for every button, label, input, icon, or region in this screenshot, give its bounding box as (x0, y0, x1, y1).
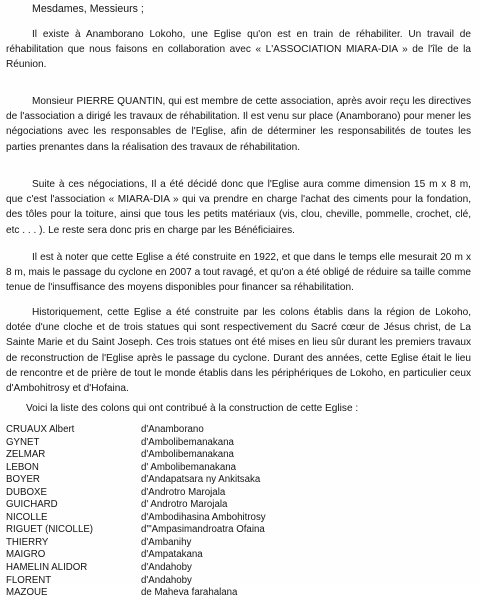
colon-name: FLORENT (6, 574, 52, 586)
colon-name: MAIGRO (6, 549, 46, 561)
list-item (6, 575, 476, 588)
colon-place: de Maheva farahalana (141, 587, 238, 599)
list-item (6, 462, 476, 475)
colon-name: HAMELIN ALIDOR (6, 562, 88, 574)
colon-name: THIERRY (6, 536, 49, 548)
salutation: Mesdames, Messieurs ; (32, 3, 144, 15)
colon-name: LEBON (6, 461, 39, 473)
colon-place: d'Andapatsara ny Ankitsaka (141, 474, 261, 486)
list-item (6, 487, 476, 500)
list-item (6, 524, 476, 537)
colon-name: RIGUET (NICOLLE) (6, 524, 94, 536)
list-item (6, 449, 476, 462)
list-item (6, 537, 476, 550)
colon-place: d'Andahoby (141, 562, 192, 574)
list-item (6, 587, 476, 600)
list-item (6, 499, 476, 512)
colon-place: d' Ambolibemanakana (141, 461, 237, 473)
colon-name: DUBOXE (6, 486, 47, 498)
colon-name: ZELMAR (6, 449, 46, 461)
paragraph-construction-1922: Il est à noter que cette Eglise a été construite en 1922, et que dans le temps elle mesurait 20 m x 8 m, mais le passage du cyclone en 2007 a tout ravagé, et qu'on a été obligé de réduire sa taille comme tenue de l'insuffisance des moyens disponibles pour financer sa réhabilitation. (6, 252, 471, 294)
list-item (6, 512, 476, 525)
paragraph-pierre-quantin: Monsieur PIERRE QUANTIN, qui est membre de cette association, après avoir reçu les directives de l'association a dirigé les travaux de réhabilitation. Il est venu sur place (Anamborano) pour mener les négociations avec les responsables de l'Eglise, afin de déterminer les responsabilités de toutes les parties prenantes dans la réalisation des travaux de réhabilitation. (6, 96, 471, 153)
colons-list (6, 424, 476, 600)
colons-list-intro: Voici la liste des colons qui ont contribué à la construction de cette Eglise : (26, 403, 359, 414)
colon-place: d'Ambolibemanakana (141, 436, 234, 448)
paragraph-history: Historiquement, cette Eglise a été construite par les colons établis dans la région de Lokoho, dotée d'une cloche et de trois statues qui sont respectivement du Sacré cœur de Jésus christ, de La Sainte Marie et du Saint Joseph. Ces trois statues ont été mises en lieu sûr durant les premiers travaux de reconstruction de l'Eglise après le passage du cyclone. Durant des années, cette Eglise était le lieu de rencontre et de prière de tout le monde établis dans les périphériques de Lokoho, en particulier ceux d'Ambohitrosy et d'Hofaina. (6, 307, 471, 395)
colon-name: MAZOUE (6, 587, 48, 599)
colon-name: GYNET (6, 436, 40, 448)
colon-place: d' Androtro Marojala (141, 499, 228, 511)
list-item (6, 549, 476, 562)
colon-place: d'Andahoby (141, 574, 192, 586)
colon-place: d'Anamborano (141, 424, 204, 435)
list-item (6, 562, 476, 575)
list-item (6, 474, 476, 487)
list-item (6, 437, 476, 450)
colon-place: d'Ambodihasina Ambohitrosy (141, 511, 266, 523)
colon-place: d'Ampatakana (141, 549, 203, 561)
colon-place: d'"Ampasimandroatra Ofaina (141, 524, 265, 536)
list-item (6, 424, 476, 437)
colon-name: CRUAUX Albert (6, 424, 75, 435)
colon-name: BOYER (6, 474, 40, 486)
colon-place: d'Androtro Marojala (141, 486, 226, 498)
colon-name: GUICHARD (6, 499, 58, 511)
colon-place: d'Ambolibemanakana (141, 449, 234, 461)
colon-name: NICOLLE (6, 511, 48, 523)
paragraph-negotiations: Suite à ces négociations, Il a été décidé donc que l'Eglise aura comme dimension 15 m x 8 m, que c'est l'association « MIARA-DIA » qui va prendre en charge l'achat des ciments pour la fondation, des tôles pour la toiture, ainsi que tous les petits matériaux (vis, clou, cheville, pommelle, crochet, clé, etc . . . ). Le reste sera donc pris en charge par les Bénéficiaires. (6, 179, 471, 236)
colon-place: d'Ambanihy (141, 536, 192, 548)
paragraph-intro: Il existe à Anamborano Lokoho, une Eglise qu'on est en train de réhabiliter. Un travail de réhabilitation que nous faisons en collaboration avec « L'ASSOCIATION MIARA-DIA » de l'île de la Réunion. (6, 29, 471, 71)
